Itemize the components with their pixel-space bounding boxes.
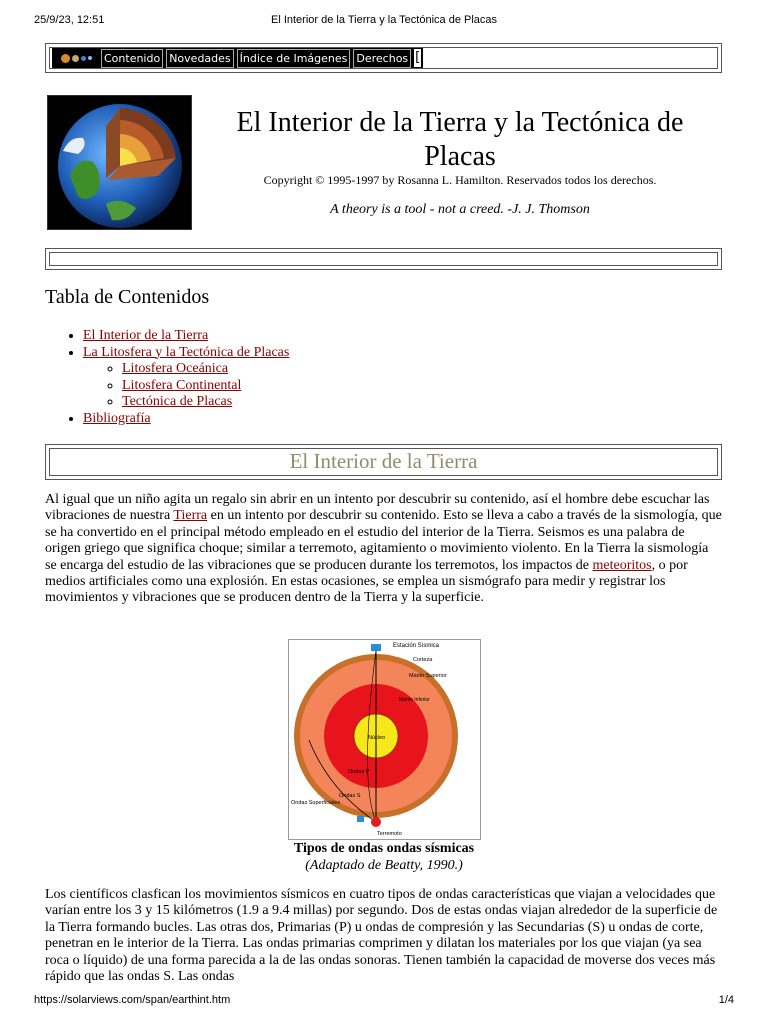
toc-item xyxy=(83,328,289,345)
diagram-label-lower-mantle: Manto Inferior xyxy=(399,697,430,703)
link-tierra[interactable]: Tierra xyxy=(173,508,208,524)
toc-link-bibliografia[interactable]: Bibliografía xyxy=(83,410,151,426)
intro-text-3: , o por medios artificiales como una explosión. En estas ocasiones, se emplea un sismógrafo para medir y registrar los movimientos y vibraciones que se producen dentro de la Tierra y la superficie. xyxy=(45,557,688,606)
nav-frame xyxy=(45,43,722,73)
table-of-contents xyxy=(45,328,289,427)
copyright-notice: Copyright © 1995-1997 by Rosanna L. Hamilton. Reservados todos los derechos. xyxy=(263,173,657,187)
diagram-label-core: Núcleo xyxy=(368,735,386,741)
toc-subitem xyxy=(122,378,289,395)
toc-link-litosfera-continental[interactable]: Litosfera Continental xyxy=(122,377,242,393)
diagram-label-p-waves: Ondas P xyxy=(348,769,370,775)
toc-subitem xyxy=(122,394,289,411)
nav-derechos-button[interactable]: Derechos xyxy=(353,49,411,68)
print-title: El Interior de la Tierra y la Tectónica de Placas xyxy=(270,14,498,26)
waves-paragraph: Los científicos clasfican los movimientos sísmicos en cuatro tipos de ondas características que viajan a velocidades que varían entre los 3 y 15 kilómetros (1.9 a 9.4 millas) por segundo. Dos de estas ondas viajan alrededor de la superficie de la Tierra formando bucles. Las otras dos, Primarias (P) u ondas de compresión y las Secundarias (S) u ondas de corte, penetran en le interior de la Tierra. Las ondas primarias comprimen y dilatan los materiales por los que viajan (ya sea roca o líquido) de una forma parecida a la de las ondas sonoras. Tienen también la capacidad de moverse dos veces más rápido que las ondas S. Las ondas xyxy=(45,887,718,985)
print-date: 25/9/23, 12:51 xyxy=(34,14,105,26)
intro-paragraph xyxy=(45,492,723,607)
diagram-label-upper-mantle: Manto Superior xyxy=(409,673,447,679)
diagram-label-crust: Corteza xyxy=(413,657,433,663)
nav-indice-imagenes-button[interactable]: Índice de Imágenes xyxy=(237,49,351,68)
diagram-label-station: Estación Sísmica xyxy=(393,643,440,649)
seismic-waves-diagram xyxy=(288,639,481,840)
diagram-label-s-waves: Ondas S xyxy=(339,793,361,799)
section-title: El Interior de la Tierra xyxy=(289,449,478,473)
header-divider-inner xyxy=(49,252,718,266)
intro-text-2: en un intento por descubrir su contenido. Esto se lleva a cabo a través de la sismología, que se ha convertido en el principal método empleado en el estudio del interior de la Tierra. Seismos es una palabra de origen griego que significa choque; similar a terremoto, agitamiento o movimiento violento. En la Tierra la sismología se encarga del estudio de las vibraciones que se producen durante los terremotos, los impactos de xyxy=(45,508,722,573)
quote: A theory is a tool - not a creed. -J. J. Thomson xyxy=(330,202,590,217)
toc-item xyxy=(83,345,289,411)
nav-novedades-button[interactable]: Novedades xyxy=(166,49,233,68)
earth-cutaway-image xyxy=(47,95,192,230)
toc-link-interior[interactable]: El Interior de la Tierra xyxy=(83,328,209,343)
diagram-label-quake: Terremoto xyxy=(377,831,402,837)
intro-text-1: Al igual que un niño agita un regalo sin abrir en un intento por descubrir su contenido, así el hombre debe escuchar las vibraciones de nuestra xyxy=(45,492,710,524)
nav-bar xyxy=(52,48,423,68)
toc-link-litosfera[interactable]: La Litosfera y la Tectónica de Placas xyxy=(83,344,290,360)
caption-source: (Adaptado de Beatty, 1990.) xyxy=(305,858,463,873)
nav-contenido-button[interactable]: Contenido xyxy=(101,49,163,68)
caption-title: Tipos de ondas ondas sísmicas xyxy=(293,841,475,856)
header-divider xyxy=(45,248,722,270)
toc-subitem xyxy=(122,361,289,378)
page-count: 1/4 xyxy=(718,994,734,1006)
print-url: https://solarviews.com/span/earthint.htm xyxy=(34,994,231,1006)
toc-link-tectonica[interactable]: Tectónica de Placas xyxy=(122,394,233,409)
toc-item xyxy=(83,411,289,428)
toc-heading: Tabla de Contenidos xyxy=(45,286,210,308)
diagram-caption xyxy=(200,840,568,874)
toc-link-litosfera-oceanica[interactable]: Litosfera Oceánica xyxy=(122,361,229,376)
link-meteoritos[interactable]: meteoritos xyxy=(592,557,652,573)
nav-end-bracket: [ xyxy=(415,50,421,65)
page-title: El Interior de la Tierra y la Tectónica de Placas xyxy=(236,107,684,172)
diagram-label-surface-waves: Ondas Superficiales xyxy=(291,800,341,806)
solar-system-logo-icon[interactable] xyxy=(54,49,98,67)
